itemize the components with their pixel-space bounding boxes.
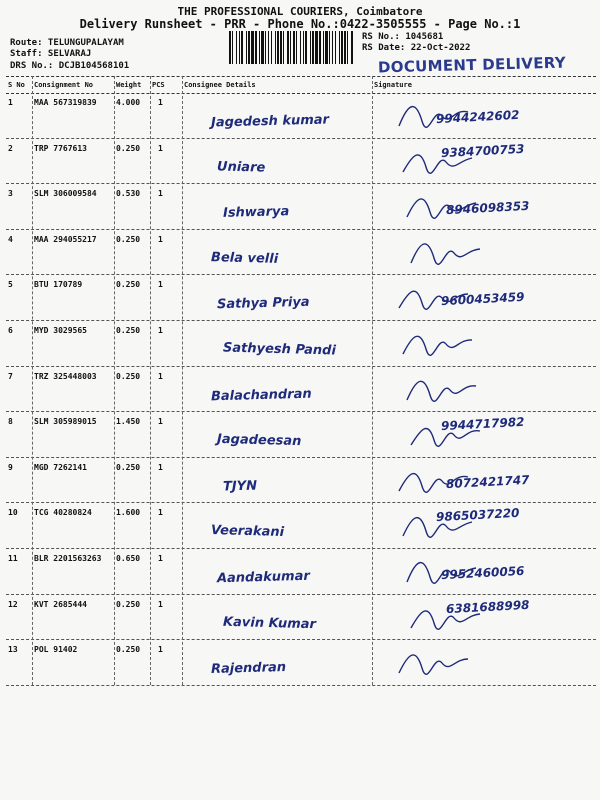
sno-cell: 13	[8, 645, 18, 655]
consignee-handwriting: Sathya Priya	[216, 295, 310, 313]
signature-phone-note: 9600453459	[440, 290, 525, 309]
signature-scribble	[398, 324, 478, 362]
consignment-cell: MGD 7262141	[34, 462, 87, 472]
consignee-handwriting: Uniare	[216, 158, 266, 176]
company-title: THE PROFESSIONAL COURIERS, Coimbatore	[177, 5, 423, 18]
signature-phone-note: 8072421747	[445, 472, 530, 491]
table-row	[6, 548, 596, 595]
col-sno: S No	[8, 81, 25, 89]
signature-phone-note: 9952460056	[440, 563, 525, 583]
staff-label: Staff: SELVARAJ	[10, 49, 92, 59]
consignment-cell: MYD 3029565	[34, 326, 87, 335]
table-row	[6, 138, 596, 185]
weight-cell: 0.250	[116, 462, 141, 472]
table-row	[6, 639, 596, 686]
sno-cell: 4	[8, 234, 13, 244]
pcs-cell: 1	[158, 508, 163, 518]
consignment-cell: MAA 567319839	[34, 98, 97, 107]
col-pcs: PCS	[152, 81, 165, 89]
table-row	[6, 502, 596, 549]
consignment-cell: SLM 305989015	[34, 417, 97, 427]
document-delivery-stamp: DOCUMENT DELIVERY	[377, 53, 567, 77]
consignment-cell: SLM 306009584	[34, 189, 97, 199]
column-divider	[32, 76, 33, 685]
pcs-cell: 1	[158, 462, 163, 472]
weight-cell: 0.250	[116, 234, 141, 244]
table-row	[6, 274, 596, 321]
sno-cell: 8	[8, 417, 13, 427]
barcode-image	[228, 31, 354, 64]
consignee-handwriting: Bela velli	[210, 249, 279, 267]
sno-cell: 11	[8, 554, 18, 563]
col-weight: Weight	[116, 81, 142, 89]
table-row	[6, 229, 596, 276]
col-signature: Signature	[374, 81, 412, 89]
signature-phone-note: 9865037220	[435, 506, 520, 525]
pcs-cell: 1	[158, 189, 163, 199]
pcs-cell: 1	[158, 417, 163, 427]
sno-cell: 10	[8, 508, 18, 518]
col-consignment: Consignment No	[34, 81, 94, 89]
consignee-handwriting: TJYN	[222, 478, 258, 495]
weight-cell: 0.250	[116, 371, 141, 381]
signature-phone-note: 9384700753	[440, 141, 525, 160]
signature-phone-note: 6381688998	[445, 597, 530, 616]
consignment-cell: KVT 2685444	[34, 599, 87, 609]
weight-cell: 1.450	[116, 417, 141, 427]
pcs-cell: 1	[158, 326, 163, 335]
consignee-handwriting: Sathyesh Pandi	[222, 340, 337, 359]
consignee-handwriting: Jagedesh kumar	[210, 112, 330, 131]
table-row	[6, 457, 596, 504]
sno-cell: 1	[8, 98, 13, 107]
signature-phone-note: 9944717982	[440, 415, 525, 434]
table-row	[6, 594, 596, 641]
drs-number: DRS No.: DCJB104568101	[10, 61, 130, 71]
col-consignee: Consignee Details	[184, 81, 256, 89]
consignee-handwriting: Veerakani	[210, 523, 285, 541]
consignment-cell: TRP 7767613	[34, 143, 87, 153]
consignee-handwriting: Kavin Kumar	[222, 614, 317, 632]
weight-cell: 1.600	[116, 508, 141, 518]
consignee-handwriting: Rajendran	[210, 660, 287, 678]
rs-number: RS No.: 1045681	[362, 32, 444, 42]
pcs-cell: 1	[158, 371, 163, 381]
signature-phone-note: 9944242602	[435, 107, 520, 127]
weight-cell: 0.250	[116, 599, 141, 609]
sno-cell: 2	[8, 143, 13, 153]
consignment-cell: BLR 2201563263	[34, 554, 102, 563]
consignment-cell: BTU 170789	[34, 280, 83, 290]
sno-cell: 6	[8, 326, 13, 335]
consignment-cell: POL 91402	[34, 645, 78, 655]
weight-cell: 0.250	[116, 645, 141, 655]
consignee-handwriting: Ishwarya	[222, 204, 290, 222]
signature-scribble	[394, 643, 474, 681]
signature-scribble	[402, 370, 482, 408]
table-row	[6, 366, 596, 413]
table-row	[6, 411, 596, 458]
consignee-handwriting: Jagadeesan	[216, 432, 302, 450]
sno-cell: 12	[8, 599, 18, 609]
pcs-cell: 1	[158, 234, 163, 244]
pcs-cell: 1	[158, 280, 163, 290]
sno-cell: 5	[8, 280, 13, 290]
table-row	[6, 92, 596, 139]
sno-cell: 9	[8, 462, 13, 472]
table-row	[6, 183, 596, 230]
sno-cell: 3	[8, 189, 13, 199]
pcs-cell: 1	[158, 143, 163, 153]
pcs-cell: 1	[158, 599, 163, 609]
column-divider	[372, 76, 373, 685]
signature-phone-note: 8946098353	[445, 199, 530, 218]
weight-cell: 0.250	[116, 280, 141, 290]
table-row	[6, 320, 596, 367]
column-divider	[182, 76, 183, 685]
consignment-cell: MAA 294055217	[34, 234, 97, 244]
sno-cell: 7	[8, 371, 13, 381]
weight-cell: 0.250	[116, 143, 141, 153]
pcs-cell: 1	[158, 645, 163, 655]
signature-scribble	[406, 233, 486, 271]
route-label: Route: TELUNGUPALAYAM	[10, 38, 124, 48]
rs-date: RS Date: 22-Oct-2022	[362, 43, 471, 53]
consignee-handwriting: Aandakumar	[216, 568, 310, 587]
pcs-cell: 1	[158, 554, 163, 563]
weight-cell: 0.650	[116, 554, 141, 563]
column-divider	[150, 76, 151, 685]
column-divider	[114, 76, 115, 685]
pcs-cell: 1	[158, 98, 163, 107]
consignment-cell: TCG 40280824	[34, 508, 92, 518]
runsheet-subtitle: Delivery Runsheet - PRR - Phone No.:0422-3505555 - Page No.:1	[79, 17, 521, 31]
weight-cell: 4.000	[116, 98, 141, 107]
consignment-cell: TRZ 325448003	[34, 371, 97, 381]
consignee-handwriting: Balachandran	[210, 386, 312, 404]
weight-cell: 0.250	[116, 326, 141, 335]
weight-cell: 0.530	[116, 189, 141, 199]
